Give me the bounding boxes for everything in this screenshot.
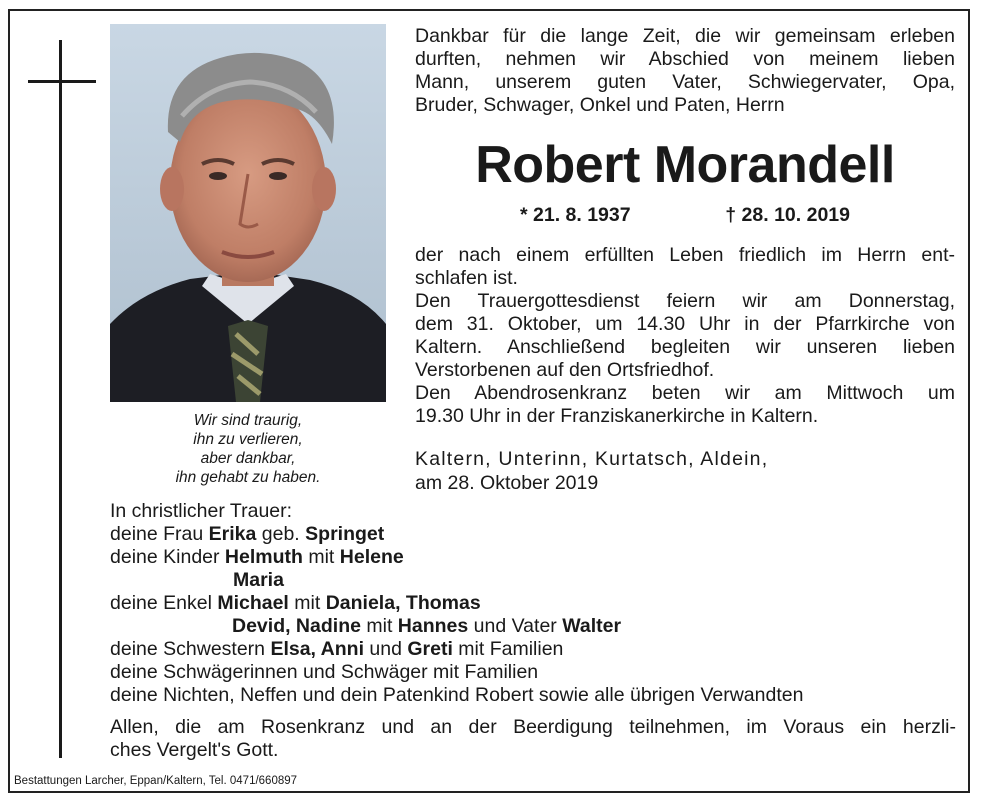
motto-line: aber dankbar, — [200, 450, 296, 467]
intro-line: Dankbar für die lange Zeit, die wir gemeinsam erleben — [415, 25, 955, 47]
body-line: Den Abendrosenkranz beten wir am Mittwoch um — [415, 382, 955, 404]
person-name: Daniela, Thomas — [325, 592, 481, 614]
body-line: schlafen ist. — [415, 267, 518, 289]
mourner-wife — [110, 523, 960, 546]
mourner-relatives: deine Nichten, Neffen und dein Patenkind Robert sowie alle übrigen Verwandten — [110, 684, 804, 706]
closing-thanks — [110, 716, 956, 762]
intro-line: durften, nehmen wir Abschied von meinem lieben — [415, 48, 955, 70]
date-line: am 28. Oktober 2019 — [415, 472, 599, 494]
death-date: † 28. 10. 2019 — [725, 204, 850, 226]
relation-label: mit — [288, 592, 326, 614]
cross-vertical-bar — [59, 40, 62, 758]
relation-label: deine Frau — [110, 523, 209, 545]
deceased-name: Robert Morandell — [475, 136, 895, 194]
relation-label: und Vater — [468, 615, 563, 637]
relation-label: und — [364, 638, 408, 660]
place-and-date — [415, 447, 955, 495]
mourner-grandchildren-cont — [110, 615, 960, 638]
person-name: Greti — [407, 638, 453, 660]
body-line: dem 31. Oktober, um 14.30 Uhr in der Pfarrkirche von — [415, 313, 955, 335]
portrait-photo — [110, 24, 386, 402]
mourner-sisters — [110, 638, 960, 661]
motto-line: Wir sind traurig, — [193, 412, 303, 429]
body-line: Verstorbenen auf den Ortsfriedhof. — [415, 359, 715, 381]
mourner-grandchildren — [110, 592, 960, 615]
closing-line: ches Vergelt's Gott. — [110, 739, 279, 761]
body-line: Den Trauergottesdienst feiern wir am Donnerstag, — [415, 290, 955, 312]
relation-label: geb. — [256, 523, 306, 545]
relation-label: mit Familien — [452, 638, 564, 660]
person-name: Helene — [339, 546, 404, 568]
relation-label: mit — [360, 615, 398, 637]
mourners-list — [110, 500, 960, 707]
body-line: der nach einem erfüllten Leben friedlich im Herrn ent- — [415, 244, 955, 266]
intro-line: Mann, unserem guten Vater, Schwiegervater, Opa, — [415, 71, 955, 93]
motto-quote — [110, 411, 386, 487]
motto-line: ihn zu verlieren, — [193, 431, 303, 448]
cross-horizontal-bar — [28, 80, 96, 83]
mourners-heading: In christlicher Trauer: — [110, 500, 293, 522]
life-dates — [520, 204, 850, 227]
mourner-children — [110, 546, 960, 569]
relation-label: mit — [302, 546, 340, 568]
service-details — [415, 244, 955, 428]
intro-line: Bruder, Schwager, Onkel und Paten, Herrn — [415, 94, 785, 116]
relation-label: deine Kinder — [110, 546, 225, 568]
body-line: 19.30 Uhr in der Franziskanerkirche in Kaltern. — [415, 405, 819, 427]
person-name: Michael — [217, 592, 289, 614]
person-name: Helmuth — [224, 546, 303, 568]
relation-label: deine Enkel — [110, 592, 218, 614]
person-name: Maria — [233, 569, 284, 591]
person-name: Walter — [562, 615, 622, 637]
person-name: Devid, Nadine — [232, 615, 361, 637]
person-name: Springet — [305, 523, 385, 545]
body-line: Kaltern. Anschließend begleiten wir unseren lieben — [415, 336, 955, 358]
funeral-home-footer: Bestattungen Larcher, Eppan/Kaltern, Tel. 0471/660897 — [14, 775, 298, 787]
mourner-in-laws: deine Schwägerinnen und Schwäger mit Familien — [110, 661, 539, 683]
intro-text — [415, 25, 955, 117]
motto-line: ihn gehabt zu haben. — [175, 469, 321, 486]
mourner-children-cont — [110, 569, 960, 592]
person-name: Hannes — [397, 615, 469, 637]
places-line: Kaltern, Unterinn, Kurtatsch, Aldein, — [415, 448, 769, 470]
relation-label: deine Schwestern — [110, 638, 271, 660]
closing-line: Allen, die am Rosenkranz und an der Beerdigung teilnehmen, im Voraus ein herzli- — [110, 716, 956, 738]
person-name: Erika — [208, 523, 257, 545]
person-name: Elsa, Anni — [270, 638, 364, 660]
birth-date: * 21. 8. 1937 — [520, 204, 631, 226]
